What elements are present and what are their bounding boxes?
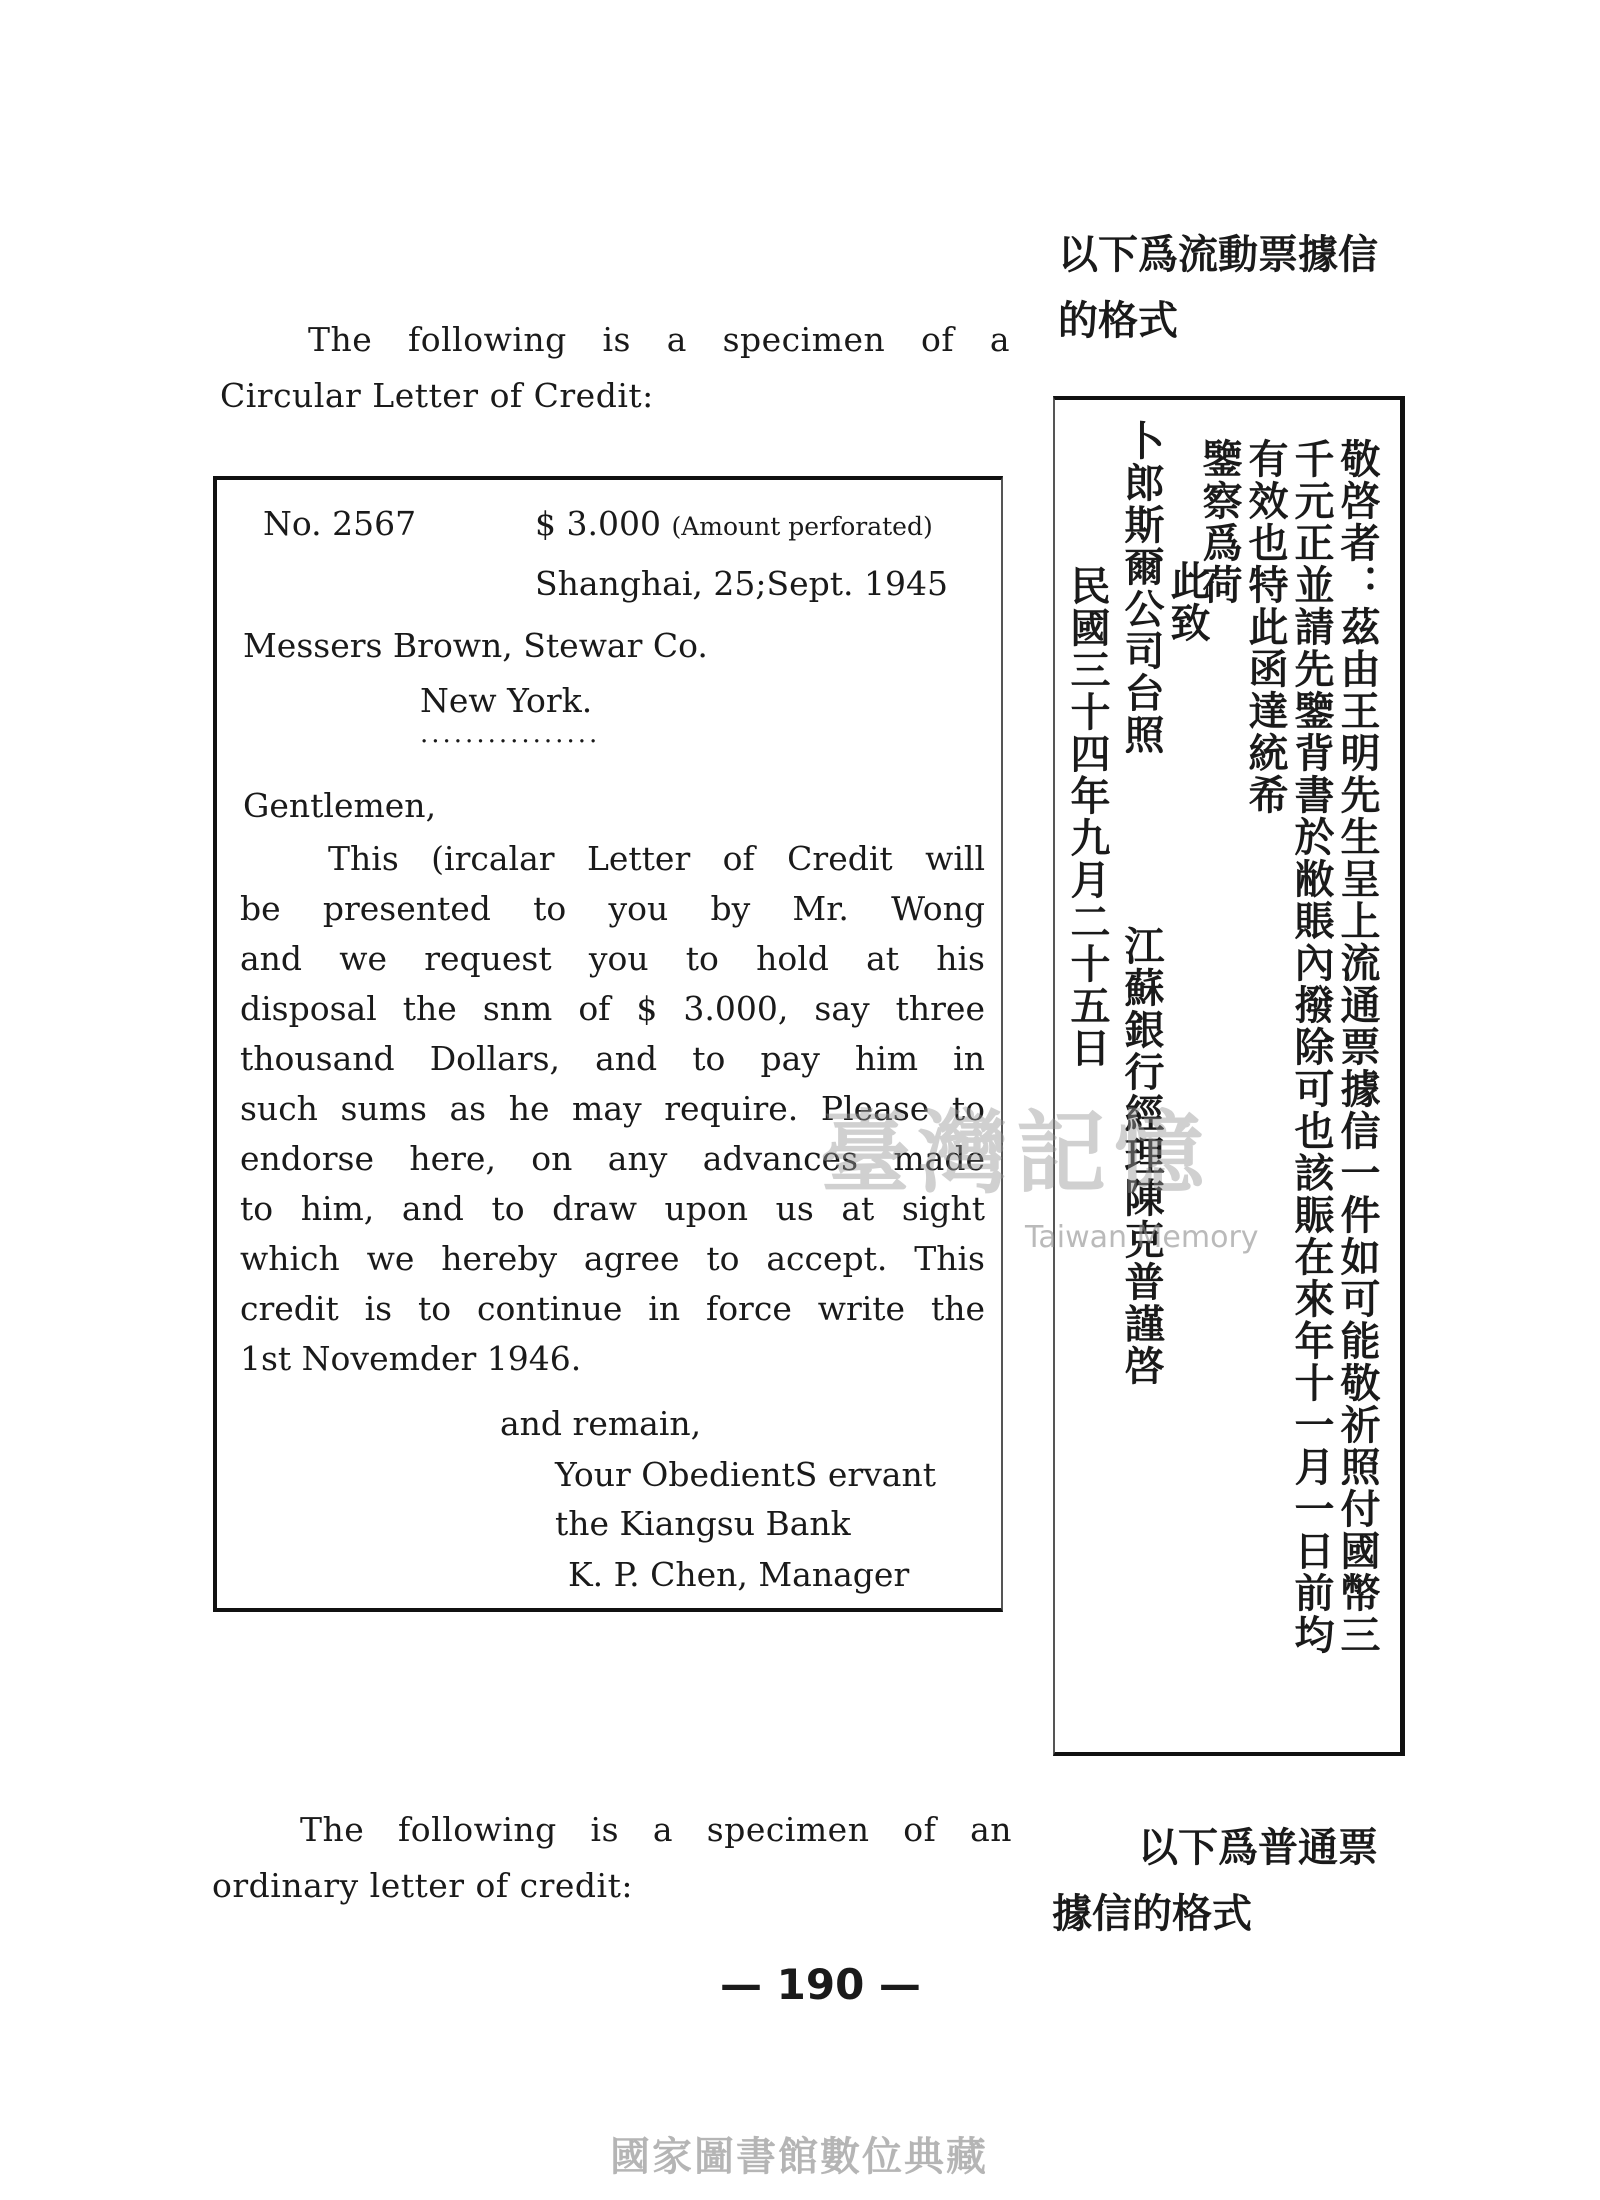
letter-body-line: disposal the snm of $ 3.000, say three (240, 989, 985, 1028)
letter-body-line: and we request you to hold at his (240, 939, 985, 978)
intro-circular-zh (1058, 222, 1418, 354)
letter-city: New York. (420, 681, 593, 720)
intro-circular-line1: The following is a specimen of a (308, 320, 1010, 359)
letter-body-line: endorse here, on any advances made (240, 1139, 985, 1178)
library-mark: 國家圖書館數位典藏 (610, 2134, 988, 2180)
watermark-chinese: 臺灣記憶 (820, 1101, 1212, 1206)
letter-place-date: Shanghai, 25;Sept. 1945 (535, 564, 948, 603)
letter-amount-line (535, 500, 933, 551)
zh-letter-column: 敬啓者：茲由王明先生呈上流通票據信一件如可能敬祈照付國幣三 (1334, 438, 1381, 1656)
letter-body-line: credit is to continue in force write the (240, 1289, 985, 1328)
letter-body-line: such sums as he may require. Please to (240, 1089, 985, 1128)
intro-ordinary-zh-line1: 以下爲普通票 (1138, 1824, 1378, 1871)
zh-letter-column: 此致 (1164, 560, 1211, 644)
letter-addressee: Messers Brown, Stewar Co. (243, 626, 708, 665)
zh-letter-column: 千元正並請先鑒背書於敝賬內撥除可也該賑在來年十一月一日前均 (1288, 438, 1335, 1656)
intro-ordinary (212, 1802, 1012, 1914)
letter-number: No. 2567 (263, 504, 417, 543)
letter-closing: and remain, (500, 1404, 702, 1443)
letter-bank: the Kiangsu Bank (555, 1504, 851, 1543)
letter-signatory: K. P. Chen, Manager (568, 1555, 910, 1594)
letter-body-line: This (ircalar Letter of Credit will (328, 839, 985, 878)
letter-body-line: thousand Dollars, and to pay him in (240, 1039, 985, 1078)
intro-circular-zh-line2: 的格式 (1058, 297, 1178, 344)
zh-letter-column: 有效也特此函達統希 (1242, 438, 1289, 816)
letter-body-line: 1st Novemder 1946. (240, 1339, 582, 1378)
letter-body-line: to him, and to draw upon us at sight (240, 1189, 985, 1228)
intro-circular-line2: Circular Letter of Credit: (220, 376, 654, 415)
letter-body-line: be presented to you by Mr. Wong (240, 889, 985, 928)
intro-ordinary-zh-line2: 據信的格式 (1052, 1890, 1252, 1937)
intro-circular (220, 312, 1010, 424)
zh-letter-column: 卜郎斯爾公司台照 (1118, 420, 1165, 756)
letter-servant: Your ObedientS ervant (555, 1455, 936, 1494)
letter-dots: ................ (420, 719, 601, 749)
letter-amount: $ 3.000 (535, 504, 661, 543)
page-number: — 190 — (720, 1960, 921, 2009)
intro-ordinary-line1: The following is a specimen of an (300, 1810, 1012, 1849)
letter-salutation: Gentlemen, (243, 786, 437, 825)
zh-letter-column: 鑒察爲荷 (1196, 438, 1243, 606)
intro-ordinary-line2: ordinary letter of credit: (212, 1866, 633, 1905)
zh-letter-column: 民國三十四年九月二十五日 (1064, 565, 1111, 1069)
letter-amount-note: (Amount perforated) (671, 512, 933, 541)
intro-circular-zh-line1: 以下爲流動票據信 (1058, 231, 1378, 278)
zh-letter-column: 江蘇銀行經理陳克普謹啓 (1118, 925, 1165, 1387)
intro-ordinary-zh (1052, 1815, 1412, 1947)
letter-body-line: which we hereby agree to accept. This (240, 1239, 985, 1278)
watermark-english: Taiwan Memory (1025, 1220, 1259, 1255)
